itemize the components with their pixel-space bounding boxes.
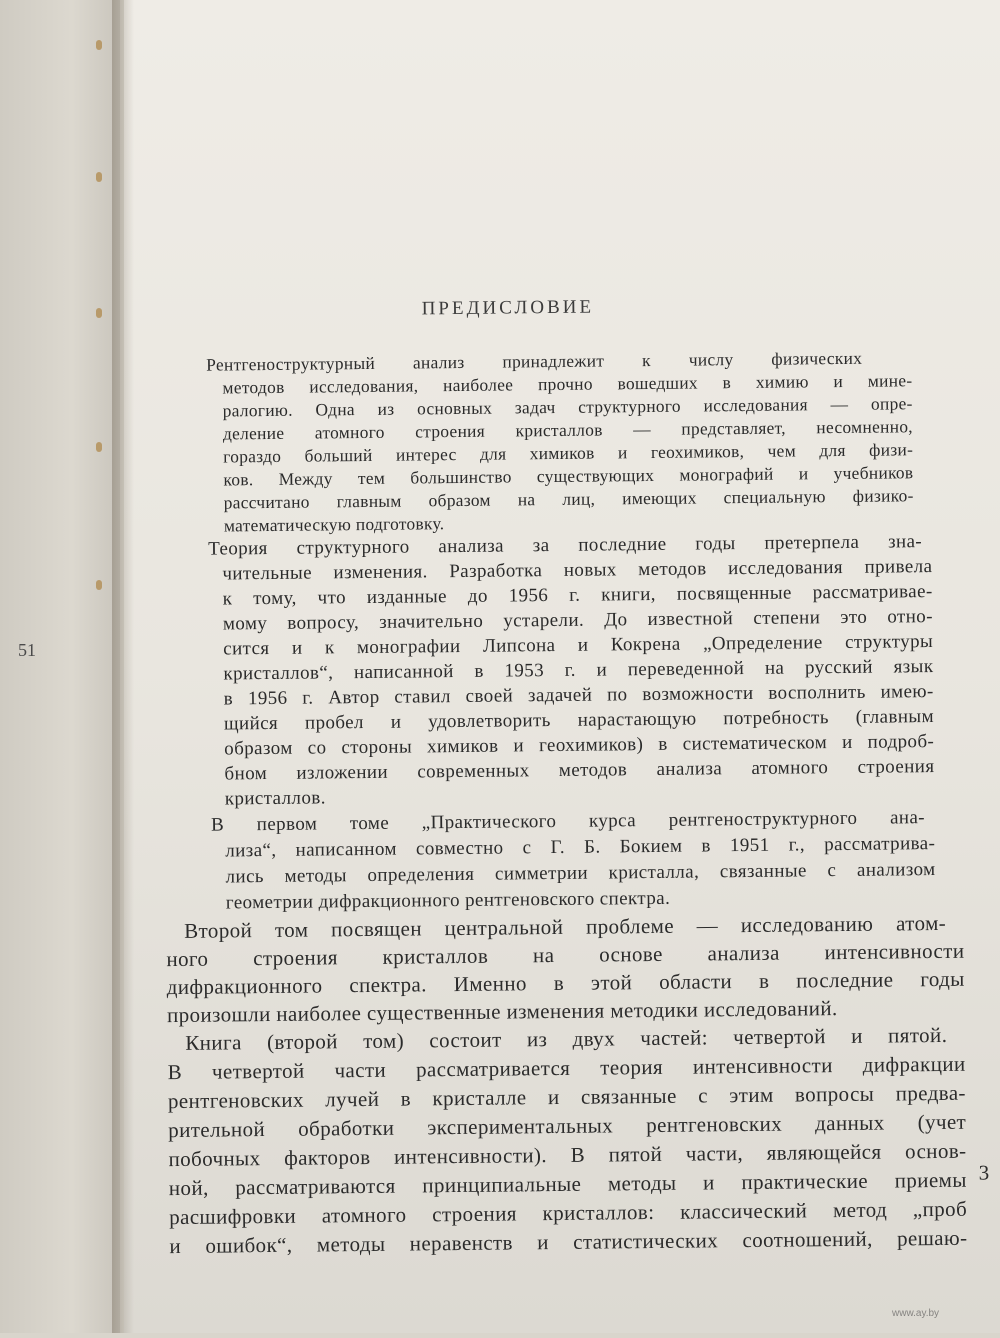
binding-shadow bbox=[112, 0, 134, 1333]
text-line: мому вопросу, значительно устарели. До известной степени это отно- bbox=[222, 606, 933, 635]
text-line: В четвертой части рассматривается теория интенсивности дифракции bbox=[167, 1051, 966, 1085]
text-line: образом со стороны химиков и геохимиков) в систематическом и подроб- bbox=[224, 731, 935, 760]
stitch bbox=[96, 442, 102, 452]
text-line: произошли наиболее существенные изменения методики исследований. bbox=[166, 996, 838, 1028]
text-line: лись методы определения симметрии кристалла, связанные с анализом bbox=[225, 859, 936, 888]
left-page-number-fragment: 51 bbox=[18, 640, 36, 660]
text-line: математическую подготовку. bbox=[223, 513, 445, 536]
stitch bbox=[96, 172, 102, 182]
text-line: лиза“, написанном совместно с Г. Б. Бокием в 1951 г., рассматрива- bbox=[225, 833, 936, 862]
text-line: в 1956 г. Автор ставил своей задачей по возможности восполнить имею- bbox=[223, 681, 934, 710]
text-line: дифракционного спектра. Именно в этой области в последние годы bbox=[166, 966, 965, 1000]
text-line: чительные изменения. Разработка новых методов исследования привела bbox=[222, 556, 933, 585]
text-line: геометрии дифракционного рентгеновского спектра. bbox=[225, 887, 671, 914]
text-line: Второй том посвящен центральной проблеме — исследованию атом- bbox=[184, 910, 947, 943]
text-line: деление атомного строения кристаллов — представляет, несомненно, bbox=[222, 416, 913, 444]
text-line: Книга (второй том) состоит из двух частей: четвертой и пятой. bbox=[185, 1022, 948, 1055]
text-line: ного строения кристаллов на основе анализа интенсивности bbox=[166, 938, 965, 972]
watermark: www.ay.by bbox=[892, 1308, 940, 1319]
text-line: расшифровки атомного строения кристаллов: классический метод „проб bbox=[169, 1196, 968, 1230]
text-line: и ошибок“, методы неравенств и статистических соотношений, решаю- bbox=[169, 1225, 968, 1259]
text-line: гораздо больший интерес для химиков и геохимиков, чем для физи- bbox=[223, 439, 914, 467]
text-line: ков. Между тем большинство существующих монографий и учебников bbox=[223, 462, 914, 490]
stitch bbox=[96, 40, 102, 50]
text-line: кристаллов. bbox=[224, 787, 326, 810]
text-line: сится и к монографии Липсона и Кокрена „Определение структуры bbox=[223, 631, 934, 660]
text-line: бном изложении современных методов анализа атомного строения bbox=[224, 756, 935, 785]
right-page bbox=[124, 0, 1000, 1333]
stitch bbox=[96, 580, 102, 590]
text-line: щийся пробел и удовлетворить нарастающую потребность (главным bbox=[223, 706, 935, 735]
text-line: рительной обработки экспериментальных рентгеновских данных (учет bbox=[168, 1109, 967, 1143]
text-line: кристаллов“, написанной в 1953 г. и переведенной на русский язык bbox=[223, 656, 934, 685]
text-line: рентгеновских лучей в кристалле и связанные с этим вопросы предва- bbox=[167, 1080, 967, 1114]
page-number: 3 bbox=[978, 1160, 990, 1185]
page-content bbox=[118, 0, 1000, 1338]
text-line: ралогию. Одна из основных задач структурного исследования — опре- bbox=[222, 393, 913, 421]
stitch bbox=[96, 308, 102, 318]
text-line: методов исследования, наиболее прочно вошедших в химию и мине- bbox=[222, 370, 913, 398]
text-line: рассчитано главным образом на лиц, имеющих специальную физико- bbox=[223, 485, 914, 513]
binding-stitches bbox=[96, 40, 104, 660]
text-line: Рентгеноструктурный анализ принадлежит к числу физических bbox=[206, 347, 863, 375]
text-line: ной, рассматриваются принципиальные методы и практические приемы bbox=[168, 1167, 967, 1201]
text-line: В первом томе „Практического курса рентгеноструктурного ана- bbox=[210, 807, 926, 836]
text-line: к тому, что изданные до 1956 г. книги, посвященные рассматривае- bbox=[222, 581, 933, 610]
page-heading: ПРЕДИСЛОВИЕ bbox=[421, 296, 595, 320]
text-line: побочных факторов интенсивности). В пятой части, являющейся основ- bbox=[168, 1138, 967, 1172]
text-line: Теория структурного анализа за последние годы претерпела зна- bbox=[208, 531, 923, 560]
